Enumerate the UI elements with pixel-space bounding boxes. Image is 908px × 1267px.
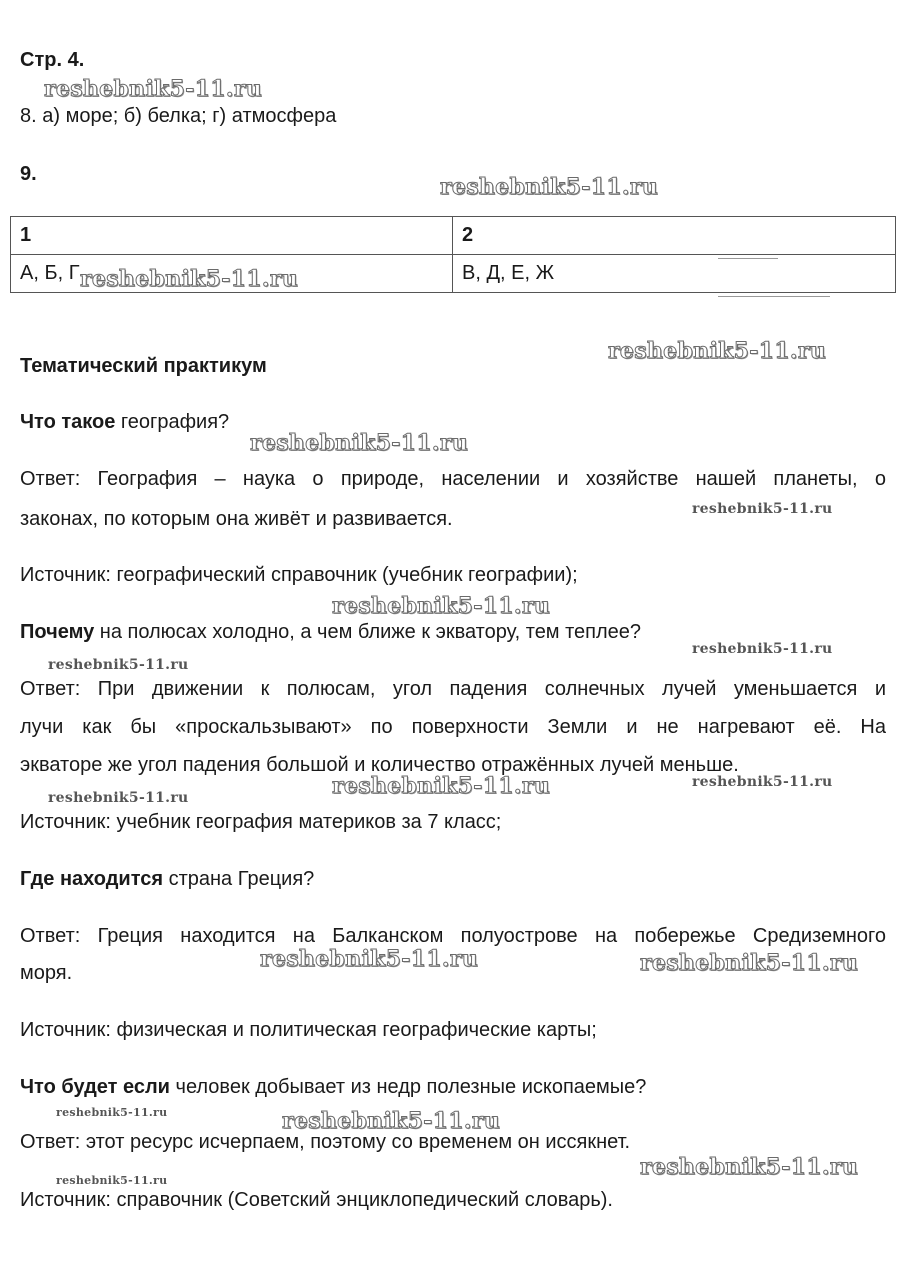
table-header-cell: 1 — [11, 217, 453, 255]
question-1 — [20, 410, 229, 434]
answer-2-line-3: экваторе же угол падения большой и количество отражённых лучей меньше. — [20, 754, 739, 776]
watermark: reshebnik5-11.ru — [56, 1106, 168, 1119]
watermark: reshebnik5-11.ru — [260, 946, 479, 972]
source-3: Источник: физическая и политическая географические карты; — [20, 1019, 597, 1041]
task-8-answer: 8. а) море; б) белка; г) атмосфера — [20, 105, 337, 127]
watermark: reshebnik5-11.ru — [44, 76, 263, 102]
watermark: reshebnik5-11.ru — [332, 773, 551, 799]
watermark: reshebnik5-11.ru — [56, 1174, 168, 1187]
watermark: reshebnik5-11.ru — [440, 174, 659, 200]
question-2-keyword: Почему — [20, 621, 95, 643]
watermark: reshebnik5-11.ru — [692, 641, 833, 657]
answer-1-line-2: законах, по которым она живёт и развивается. — [20, 508, 453, 530]
answer-3-line-1: Ответ: Греция находится на Балканском полуострове на побережье Средиземного — [20, 925, 886, 947]
watermark: reshebnik5-11.ru — [640, 1154, 859, 1180]
source-1: Источник: географический справочник (учебник географии); — [20, 564, 578, 586]
question-3-keyword: Где находится — [20, 868, 164, 890]
watermark: reshebnik5-11.ru — [250, 430, 469, 456]
table-header-cell: 2 — [453, 217, 896, 255]
scan-artifact — [718, 296, 830, 297]
source-4: Источник: справочник (Советский энциклопедический словарь). — [20, 1189, 613, 1211]
question-3 — [20, 867, 314, 891]
scan-artifact — [718, 258, 778, 259]
watermark: reshebnik5-11.ru — [332, 593, 551, 619]
watermark: reshebnik5-11.ru — [692, 501, 833, 517]
task-9-label: 9. — [20, 163, 37, 185]
answer-2-line-2: лучи как бы «проскальзывают» по поверхности Земли и не нагревают её. На — [20, 716, 886, 738]
question-2 — [20, 620, 641, 644]
answer-3-line-2: моря. — [20, 962, 73, 984]
table-cell: А, Б, Г — [11, 255, 453, 293]
watermark: reshebnik5-11.ru — [282, 1108, 501, 1134]
watermark: reshebnik5-11.ru — [48, 790, 189, 806]
answer-2-line-1: Ответ: При движении к полюсам, угол падения солнечных лучей уменьшается и — [20, 678, 886, 700]
question-1-keyword: Что такое — [20, 411, 116, 433]
question-1-text: география? — [115, 411, 230, 433]
question-4-text: человек добывает из недр полезные ископаемые? — [169, 1076, 647, 1098]
watermark: reshebnik5-11.ru — [640, 950, 859, 976]
answer-1-line-1: Ответ: География – наука о природе, населении и хозяйстве нашей планеты, о — [20, 468, 886, 490]
section-title: Тематический практикум — [20, 355, 267, 377]
page-reference: Стр. 4. — [20, 49, 85, 71]
question-3-text: страна Греция? — [163, 868, 315, 890]
source-2: Источник: учебник география материков за 7 класс; — [20, 811, 502, 833]
table-cell: В, Д, Е, Ж — [453, 255, 896, 293]
table-header-row — [11, 217, 896, 255]
question-4 — [20, 1075, 646, 1099]
watermark: reshebnik5-11.ru — [608, 338, 827, 364]
question-4-keyword: Что будет если — [20, 1076, 170, 1098]
watermark: reshebnik5-11.ru — [48, 657, 189, 673]
watermark: reshebnik5-11.ru — [80, 266, 299, 292]
question-2-text: на полюсах холодно, а чем ближе к экватору, тем теплее? — [94, 621, 642, 643]
watermark: reshebnik5-11.ru — [692, 774, 833, 790]
answer-4: Ответ: этот ресурс исчерпаем, поэтому со временем он иссякнет. — [20, 1131, 631, 1153]
